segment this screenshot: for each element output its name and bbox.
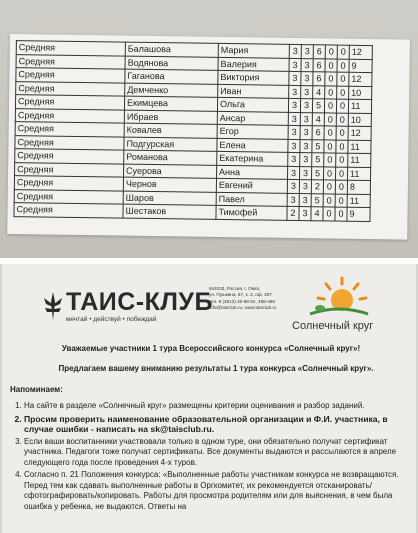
notes-list [10,401,408,514]
score-cell: 3 [300,112,312,126]
name-cell: Елена [217,138,288,152]
level-cell: Средняя [15,108,124,123]
score-cell: 3 [288,98,300,112]
surname-cell: Балашова [125,42,218,57]
score-cell: 0 [335,167,347,181]
offer-heading: Предлагаем вашему вниманию результаты 1 тура конкурса «Солнечный круг». [58,364,374,373]
score-cell: 3 [301,45,313,59]
score-cell: 0 [335,180,347,194]
name-cell: Анна [217,165,288,179]
surname-cell: Романова [124,150,217,165]
note-item: 3. Если ваши воспитанники участвовали только в одном туре, они обязательно получат сертификат участника. Педагоги тоже получат сертификаты. Все документы выдаются и рассылаются в апреле следующего года после проведения 4-х туров. [24,437,408,469]
score-cell: 0 [325,45,337,59]
score-cell: 3 [289,71,301,85]
score-cell: 0 [336,140,348,154]
reminder-title: Напоминаем: [10,385,63,394]
name-cell: Ансар [217,111,288,125]
score-cell: 0 [336,153,348,167]
score-cell: 3 [287,193,299,207]
surname-cell: Екимцева [124,96,217,111]
level-cell: Средняя [16,54,125,69]
surname-cell: Чернов [123,177,216,192]
score-cell: 3 [288,112,300,126]
score-cell: 3 [288,139,300,153]
score-cell: 3 [299,180,311,194]
score-cell: 0 [324,139,336,153]
total-cell: 10 [349,86,372,100]
score-cell: 3 [288,152,300,166]
score-cell: 0 [337,86,349,100]
results-table [13,40,372,221]
total-cell: 11 [347,167,370,181]
name-cell: Павел [216,192,287,206]
level-cell: Средняя [15,95,124,110]
level-cell: Средняя [15,122,124,137]
score-cell: 0 [323,180,335,194]
total-cell: 11 [348,140,371,154]
score-cell: 0 [336,126,348,140]
level-cell: Средняя [14,203,123,218]
score-cell: 0 [323,193,335,207]
score-cell: 3 [301,72,313,86]
score-cell: 0 [324,153,336,167]
score-cell: 3 [301,85,313,99]
total-cell: 12 [349,45,372,59]
surname-cell: Шестаков [123,204,216,219]
score-cell: 5 [312,99,324,113]
surname-cell: Водянова [125,56,218,71]
name-cell: Евгений [216,178,287,192]
name-cell: Валерия [218,57,289,71]
sun-brand-name: Солнечный круг [292,320,374,332]
letter-photo [0,264,418,533]
surname-cell: Ковалев [124,123,217,138]
level-cell: Средняя [16,81,125,96]
score-cell: 3 [287,166,299,180]
score-cell: 0 [323,207,335,221]
score-cell: 0 [325,58,337,72]
score-cell: 3 [289,44,301,58]
note-item: 4. Согласно п. 21 Положения конкурса: «Выполненные работы участникам конкурса не возвращаются. Перед тем как сдавать выполненные работы в Оргкомитет, их рекомендуется отсканировать/сфотографировать/копировать. Работы для просмотра родителям или для выяснения, в чем была ошибка у ребенка, не выдаются. Ответы на [24,470,408,512]
note-item: 2. Просим проверить наименование образовательной организации и Ф.И. участника, в случае ошибки - написать на sk@taisclub.ru. [24,414,408,435]
name-cell: Виктория [218,70,289,84]
tais-club-logo-icon [44,292,62,320]
name-cell: Егор [217,124,288,138]
name-cell: Тимофей [216,205,287,219]
score-cell: 5 [312,139,324,153]
score-cell: 4 [313,85,325,99]
score-cell: 6 [312,126,324,140]
results-sheet [7,34,410,240]
surname-cell: Шаров [123,191,216,206]
total-cell: 11 [348,99,371,113]
score-cell: 3 [287,179,299,193]
surname-cell: Подгурская [124,137,217,152]
score-cell: 3 [300,99,312,113]
logo-name: ТАИС-КЛУБ [66,288,213,316]
name-cell: Иван [218,84,289,98]
score-cell: 0 [335,207,347,221]
score-cell: 0 [337,59,349,73]
score-cell: 3 [299,207,311,221]
surname-cell: Гаганова [125,69,218,84]
score-cell: 0 [323,166,335,180]
results-table-body [14,41,372,221]
total-cell: 10 [348,113,371,127]
total-cell: 11 [347,194,370,208]
score-cell: 3 [300,126,312,140]
score-cell: 0 [336,113,348,127]
total-cell: 12 [348,126,371,140]
results-table-photo [0,0,418,258]
contact-line: тел. 8 (3812) 40-98-52, 488-488 [209,298,275,304]
contact-line: ул. Пушкина, 67, к. 3, оф. 307 [209,292,272,298]
score-cell: 0 [325,85,337,99]
logo-slogan: мечтай • действуй • побеждай [66,316,157,323]
surname-cell: Демченко [125,83,218,98]
score-cell: 3 [301,58,313,72]
score-cell: 2 [287,206,299,220]
contact-block [209,286,297,311]
score-cell: 5 [312,153,324,167]
score-cell: 0 [324,99,336,113]
name-cell: Екатерина [217,151,288,165]
score-cell: 4 [312,112,324,126]
greeting-heading: Уважаемые участники 1 тура Всероссийского конкурса «Солнечный круг»! [61,344,361,353]
score-cell: 0 [324,112,336,126]
score-cell: 3 [299,166,311,180]
level-cell: Средняя [15,162,124,177]
score-cell: 0 [335,194,347,208]
level-cell: Средняя [15,149,124,164]
total-cell: 9 [349,59,372,73]
level-cell: Средняя [16,41,125,56]
note-item: 1. На сайте в разделе «Солнечный круг» размещены критерии оценивания и разбор заданий. [24,401,408,412]
total-cell: 9 [347,207,370,221]
score-cell: 2 [311,180,323,194]
score-cell: 3 [288,125,300,139]
score-cell: 6 [313,45,325,59]
name-cell: Ольга [217,97,288,111]
surname-cell: Ибраев [124,110,217,125]
level-cell: Средняя [14,176,123,191]
total-cell: 8 [347,180,370,194]
score-cell: 0 [324,126,336,140]
score-cell: 5 [311,193,323,207]
level-cell: Средняя [15,135,124,150]
score-cell: 3 [299,193,311,207]
score-cell: 0 [325,72,337,86]
score-cell: 5 [311,166,323,180]
total-cell: 12 [349,72,372,86]
sun-logo-icon [306,274,372,318]
score-cell: 0 [337,72,349,86]
level-cell: Средняя [14,189,123,204]
score-cell: 3 [300,153,312,167]
score-cell: 6 [313,58,325,72]
score-cell: 0 [337,45,349,59]
score-cell: 3 [289,58,301,72]
score-cell: 3 [300,139,312,153]
level-cell: Средняя [16,68,125,83]
contact-line: 644033, Россия, г. Омск, [209,286,261,291]
letter-sheet [2,264,416,533]
score-cell: 6 [313,72,325,86]
contact-line: info@taisclub.ru, www.taisclub.ru [209,304,277,310]
score-cell: 3 [289,85,301,99]
name-cell: Мария [218,43,289,57]
surname-cell: Суерова [124,164,217,179]
score-cell: 4 [311,207,323,221]
score-cell: 0 [336,99,348,113]
total-cell: 11 [348,153,371,167]
